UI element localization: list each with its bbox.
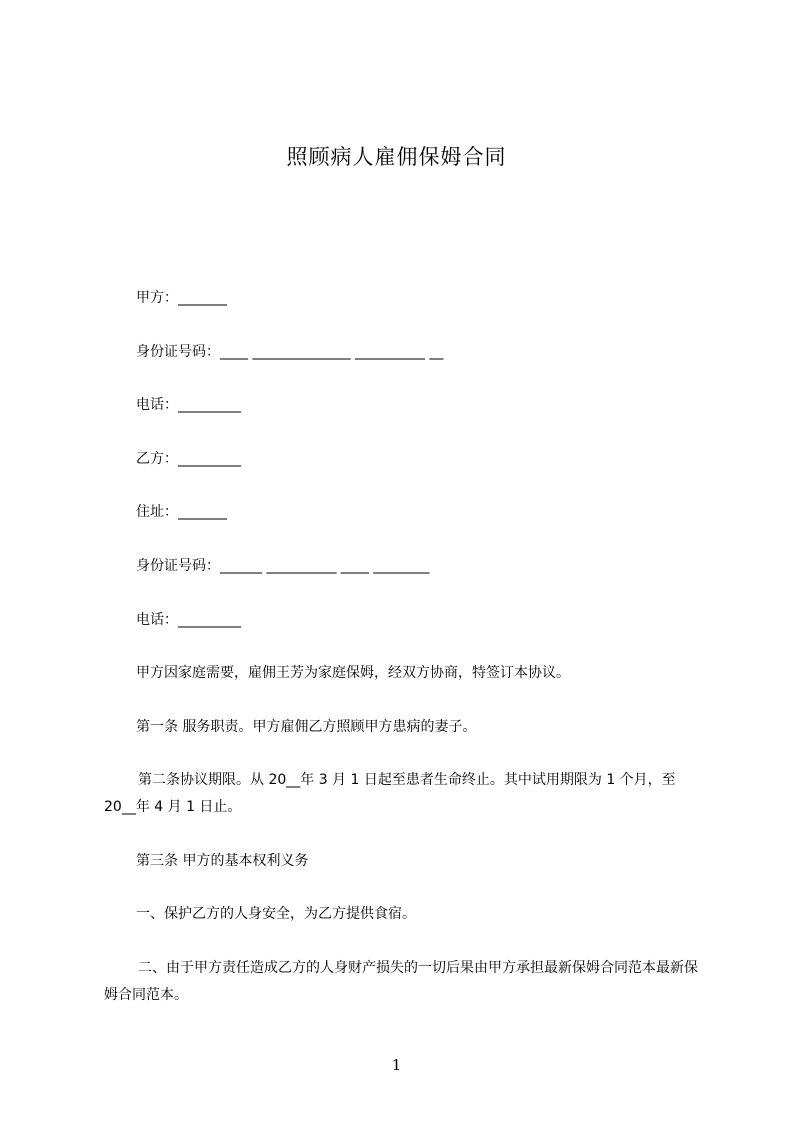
- article-3-item-1: 一、保护乙方的人身安全，为乙方提供食宿。: [136, 906, 416, 923]
- party-b-line: 乙方：_________: [136, 450, 241, 467]
- party-b-phone-line: 电话：_________: [136, 611, 241, 628]
- article-3-item-2: 二、由于甲方责任造成乙方的人身财产损失的一切后果由甲方承担最新保姆合同范本最新保姆合同范本。: [104, 959, 698, 1003]
- document-title: 照顾病人雇佣保姆合同: [286, 145, 507, 169]
- document-body: [104, 285, 704, 1009]
- spacer: [104, 928, 704, 955]
- spacer: [104, 741, 704, 768]
- spacer: [104, 419, 704, 446]
- spacer: [104, 365, 704, 392]
- intro-paragraph: 甲方因家庭需要，雇佣王芳为家庭保姆，经双方协商，特签订本协议。: [136, 665, 570, 682]
- spacer: [104, 312, 704, 339]
- party-a-id-line: 身份证号码：____ ______________ __________ __: [136, 343, 444, 360]
- spacer: [104, 875, 704, 902]
- spacer: [104, 473, 704, 500]
- spacer: [104, 580, 704, 607]
- spacer: [104, 526, 704, 553]
- address-line: 住址：_______: [136, 504, 227, 521]
- party-b-id-line: 身份证号码：______ __________ ____ ________: [136, 557, 430, 574]
- spacer: [104, 821, 704, 848]
- spacer: [104, 633, 704, 660]
- article-3-heading: 第三条 甲方的基本权利义务: [136, 852, 309, 869]
- page-number: 1: [391, 1056, 402, 1074]
- spacer: [104, 687, 704, 714]
- article-2-paragraph: 第二条协议期限。从 20__年 3 月 1 日起至患者生命终止。其中试用期限为 1 个月，至 20__年 4 月 1 日止。: [104, 772, 676, 816]
- article-1-paragraph: 第一条 服务职责。甲方雇佣乙方照顾甲方患病的妻子。: [136, 718, 477, 735]
- party-a-phone-line: 电话：_________: [136, 397, 241, 414]
- party-a-line: 甲方：_______: [136, 290, 227, 306]
